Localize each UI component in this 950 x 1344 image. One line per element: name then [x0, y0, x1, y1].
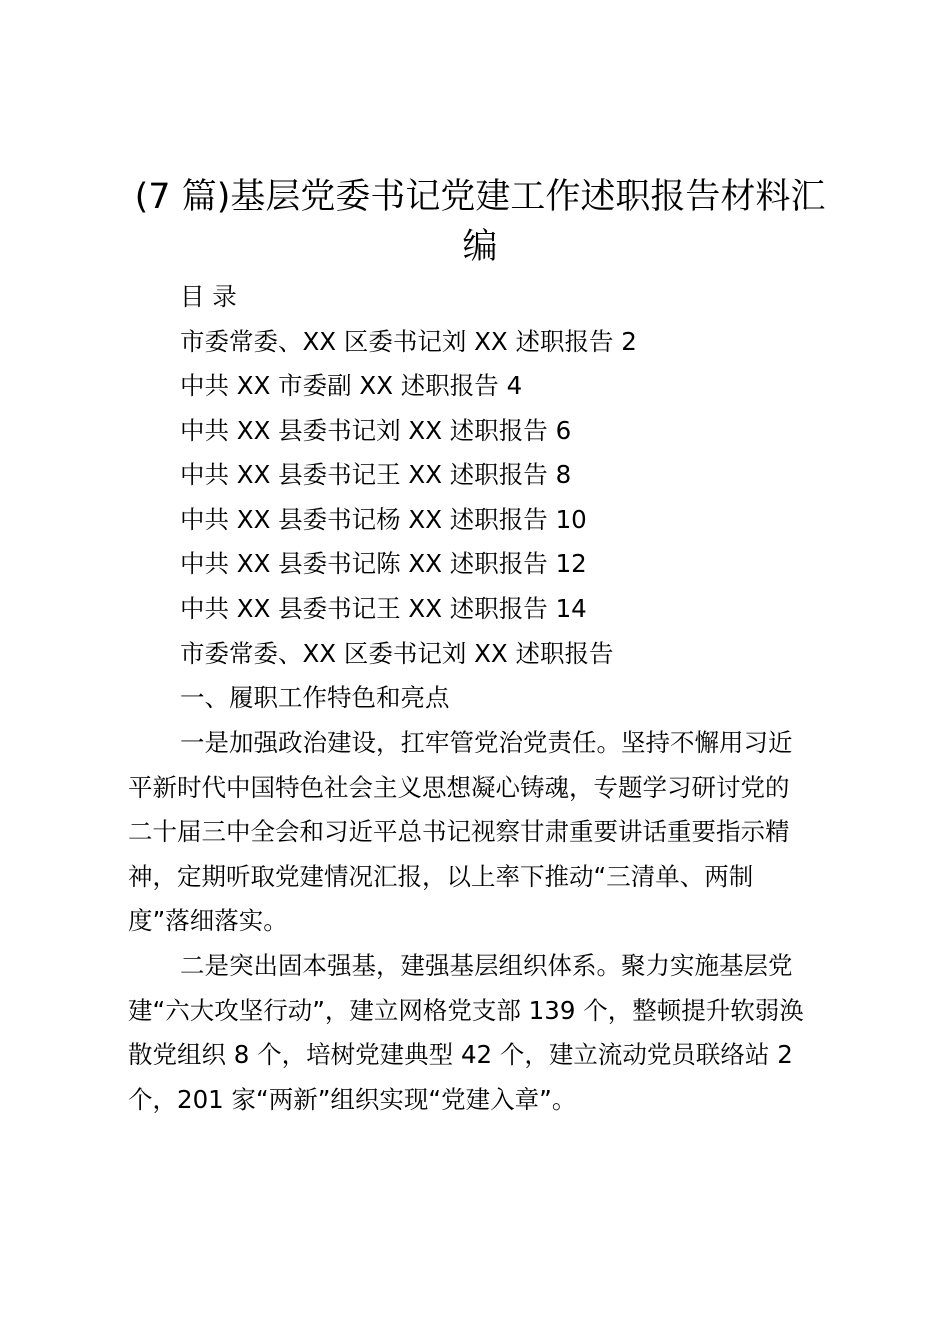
- section-title: 市委常委、XX 区委书记刘 XX 述职报告: [180, 639, 614, 668]
- document-title-line-1: (7 篇)基层党委书记党建工作述职报告材料汇: [134, 177, 826, 217]
- paragraph-line: 一是加强政治建设，扛牢管党治党责任。坚持不懈用习近: [180, 728, 793, 757]
- toc-item: 市委常委、XX 区委书记刘 XX 述职报告 2: [180, 327, 637, 356]
- toc-item: 中共 XX 县委书记刘 XX 述职报告 6: [180, 416, 572, 445]
- paragraph-line: 建“六大攻坚行动”，建立网格党支部 139 个，整顿提升软弱涣: [128, 996, 804, 1025]
- paragraph-line: 散党组织 8 个，培树党建典型 42 个，建立流动党员联络站 2: [128, 1040, 793, 1069]
- paragraph-line: 二是突出固本强基，建强基层组织体系。聚力实施基层党: [180, 951, 793, 980]
- toc-heading: 目 录: [180, 282, 237, 311]
- toc-item: 中共 XX 县委书记王 XX 述职报告 14: [180, 594, 587, 623]
- paragraph-line: 个，201 家“两新”组织实现“党建入章”。: [128, 1085, 577, 1114]
- toc-item: 中共 XX 市委副 XX 述职报告 4: [180, 371, 523, 400]
- paragraph-line: 神，定期听取党建情况汇报，以上率下推动“三清单、两制: [128, 862, 754, 891]
- section-heading: 一、履职工作特色和亮点: [180, 683, 450, 712]
- paragraph-line: 平新时代中国特色社会主义思想凝心铸魂，专题学习研讨党的: [128, 773, 790, 802]
- toc-item: 中共 XX 县委书记王 XX 述职报告 8: [180, 460, 572, 489]
- toc-item: 中共 XX 县委书记陈 XX 述职报告 12: [180, 549, 587, 578]
- toc-item: 中共 XX 县委书记杨 XX 述职报告 10: [180, 505, 587, 534]
- paragraph-line: 二十届三中全会和习近平总书记视察甘肃重要讲话重要指示精: [128, 817, 790, 846]
- paragraph-line: 度”落细落实。: [128, 906, 288, 935]
- document-title-line-2: 编: [462, 227, 498, 267]
